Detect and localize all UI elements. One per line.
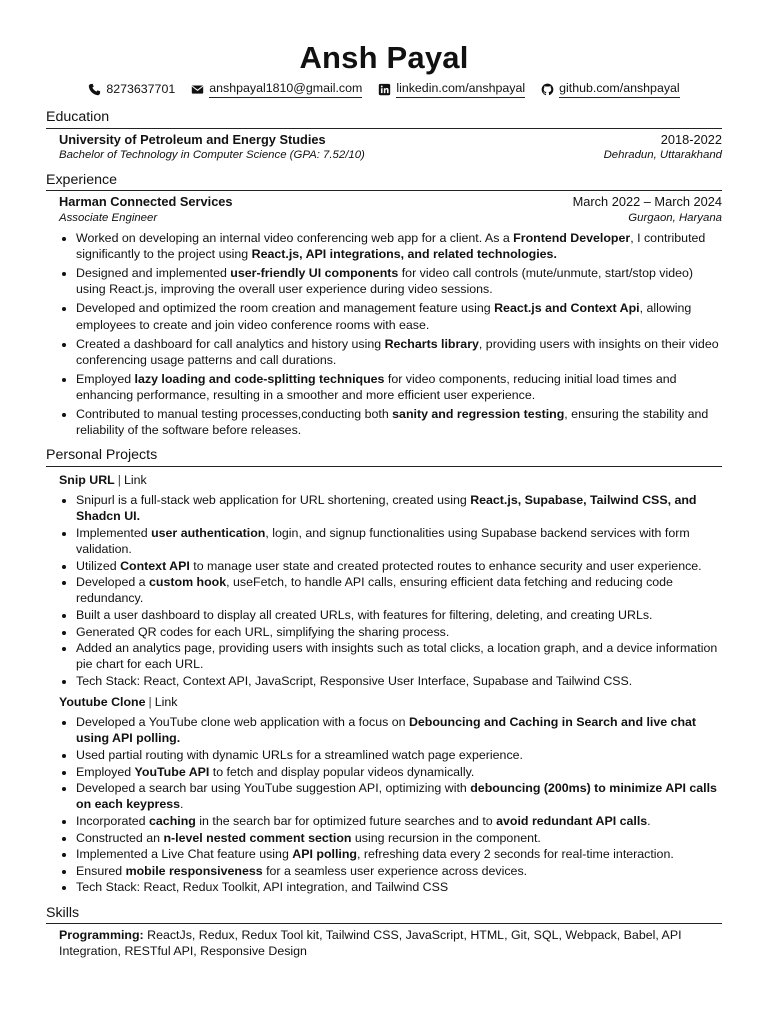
bullet-item	[76, 265, 722, 297]
bullet-text: .	[647, 813, 651, 828]
projects-heading: Personal Projects	[46, 446, 722, 466]
bullet-text: Employed	[76, 764, 135, 779]
bullet-text: for video call controls (mute/unmute, start/stop video) using React.js, improving the overall user experience during video sessions.	[76, 266, 694, 297]
bullet-item	[76, 607, 722, 623]
project-separator: |	[117, 472, 121, 487]
bullet-text: Worked on developing an internal video conferencing web app for a client. As a	[76, 230, 514, 245]
project-header-snip-url	[46, 472, 722, 488]
linkedin-icon	[378, 83, 391, 96]
project-link[interactable]: Link	[123, 472, 147, 487]
bullet-item	[76, 525, 722, 557]
bullet-emphasis: React.js and Context Api	[494, 301, 640, 316]
experience-bullets	[46, 230, 722, 439]
bullet-emphasis: Debouncing and Caching in Search and live chat using API polling.	[76, 715, 697, 746]
bullet-item	[76, 406, 722, 438]
bullet-item	[76, 780, 722, 812]
bullet-text: , login, and signup functionalities using Supabase backend services with form validation.	[76, 525, 690, 556]
phone-number: 8273637701	[106, 81, 176, 96]
bullet-item	[76, 624, 722, 640]
bullet-item	[76, 558, 722, 574]
bullet-emphasis: custom hook	[149, 575, 227, 590]
bullet-text: Implemented	[76, 525, 152, 540]
skills-heading: Skills	[46, 904, 722, 924]
bullet-text: Incorporated	[76, 813, 150, 828]
job-role: Associate Engineer	[59, 212, 158, 225]
bullet-emphasis: mobile responsiveness	[125, 863, 263, 878]
phone-contact[interactable]	[88, 81, 175, 98]
skills-label: Programming:	[59, 927, 144, 942]
bullet-item	[76, 764, 722, 780]
github-link: github.com/anshpayal	[559, 80, 680, 98]
bullet-text: , refreshing data every 2 seconds for real-time interaction.	[356, 847, 674, 862]
bullet-emphasis: n-level nested comment section	[163, 830, 352, 845]
bullet-item	[76, 574, 722, 606]
bullet-text: Developed a	[76, 575, 150, 590]
github-icon	[541, 83, 554, 96]
project-header-youtube-clone	[46, 694, 722, 710]
bullet-text: Implemented a Live Chat feature using	[76, 847, 293, 862]
experience-heading: Experience	[46, 171, 722, 191]
bullet-item	[76, 830, 722, 846]
bullet-emphasis: avoid redundant API calls	[496, 813, 648, 828]
project-bullets-snip-url	[46, 492, 722, 689]
bullet-emphasis: React.js, Supabase, Tailwind CSS, and Shadcn UI.	[76, 493, 697, 524]
bullet-emphasis: React.js, API integrations, and related technologies.	[251, 247, 557, 262]
bullet-text: Utilized	[76, 558, 121, 573]
phone-icon	[88, 83, 101, 96]
bullet-text: Developed and optimized the room creation and management feature using	[76, 301, 495, 316]
bullet-emphasis: caching	[149, 813, 196, 828]
project-bullets-youtube-clone	[46, 714, 722, 895]
bullet-text: , ensuring the stability and reliability of the software before releases.	[76, 407, 709, 438]
bullet-emphasis: debouncing (200ms) to minimize API calls on each keypress	[76, 781, 717, 812]
education-location: Dehradun, Uttarakhand	[603, 149, 722, 162]
skills-text: ReactJs, Redux, Redux Tool kit, Tailwind CSS, JavaScript, HTML, Git, SQL, Webpack, Babel, API Integration, RESTful API, Responsive Design	[59, 927, 682, 959]
bullet-emphasis: user-friendly UI components	[230, 266, 399, 281]
bullet-item	[76, 714, 722, 746]
bullet-item	[76, 640, 722, 672]
project-name: Youtube Clone	[59, 695, 146, 710]
education-entry	[46, 132, 722, 163]
bullet-item	[76, 747, 722, 763]
bullet-text: Developed a YouTube clone web application with a focus on	[76, 715, 409, 730]
bullet-text: Added an analytics page, providing users with insights such as total clicks, a location graph, and a device information pie chart for each URL.	[76, 641, 718, 672]
skills-line	[46, 927, 722, 959]
project-name: Snip URL	[59, 472, 115, 487]
bullet-text: Tech Stack: React, Redux Toolkit, API integration, and Tailwind CSS	[76, 880, 449, 895]
bullet-text: to manage user state and created protected routes to enhance security and user experience.	[189, 558, 702, 573]
bullet-text: in the search bar for optimized future searches and to	[195, 813, 497, 828]
bullet-text: Used partial routing with dynamic URLs for a streamlined watch page experience.	[76, 747, 523, 762]
bullet-item	[76, 846, 722, 862]
bullet-emphasis: Frontend Developer	[513, 230, 631, 245]
bullet-item	[76, 863, 722, 879]
education-heading: Education	[46, 108, 722, 128]
bullet-text: , useFetch, to handle API calls, ensuring efficient data fetching and reducing code redundancy.	[76, 575, 673, 606]
bullet-emphasis: YouTube API	[134, 764, 210, 779]
bullet-item	[76, 673, 722, 689]
bullet-emphasis: sanity and regression testing	[392, 407, 565, 422]
bullet-text: Snipurl is a full-stack web application for URL shortening, created using	[76, 493, 471, 508]
bullet-text: Tech Stack: React, Context API, JavaScript, Responsive User Interface, Supabase and Tailwind CSS.	[76, 673, 633, 688]
bullet-emphasis: API polling	[292, 847, 357, 862]
experience-dates: March 2022 – March 2024	[572, 194, 722, 210]
contact-bar	[46, 80, 722, 98]
bullet-emphasis: Recharts library	[384, 336, 479, 351]
company-name: Harman Connected Services	[59, 194, 233, 210]
bullet-text: Employed	[76, 371, 135, 386]
github-contact[interactable]	[541, 80, 680, 98]
bullet-text: for video components, reducing initial load times and enhancing performance, resulting in a smoother and more efficient user experience.	[76, 371, 677, 403]
bullet-text: , allowing employees to create and join video conference rooms with ease.	[76, 301, 692, 332]
experience-location: Gurgaon, Haryana	[628, 212, 722, 225]
bullet-emphasis: Context API	[120, 558, 190, 573]
email-link: anshpayal1810@gmail.com	[209, 80, 362, 98]
bullet-text: Built a user dashboard to display all created URLs, with features for filtering, deleting, and creating URLs.	[76, 607, 653, 622]
bullet-text: Created a dashboard for call analytics and history using	[76, 336, 385, 351]
candidate-name: Ansh Payal	[299, 40, 469, 75]
bullet-item	[76, 336, 722, 368]
degree-text: Bachelor of Technology in Computer Science (GPA: 7.52/10)	[59, 149, 365, 162]
linkedin-link: linkedin.com/anshpayal	[396, 80, 525, 98]
email-contact[interactable]	[191, 80, 362, 98]
bullet-text: using recursion in the component.	[351, 830, 541, 845]
bullet-text: Ensured	[76, 863, 126, 878]
bullet-text: , providing users with insights on their video conferencing usage patterns and call durations.	[76, 336, 719, 367]
bullet-item	[76, 492, 722, 524]
bullet-item	[76, 813, 722, 829]
bullet-text: Contributed to manual testing processes,conducting both	[76, 407, 393, 422]
bullet-text: to fetch and display popular videos dynamically.	[209, 764, 475, 779]
bullet-item	[76, 371, 722, 403]
bullet-text: .	[180, 797, 184, 812]
project-link[interactable]: Link	[154, 695, 178, 710]
bullet-text: Designed and implemented	[76, 266, 231, 281]
envelope-icon	[191, 83, 204, 96]
experience-entry	[46, 194, 722, 225]
bullet-emphasis: user authentication	[151, 525, 266, 540]
bullet-text: , I contributed significantly to the project using	[76, 230, 706, 262]
project-separator: |	[148, 695, 152, 710]
bullet-emphasis: lazy loading and code-splitting techniques	[134, 371, 385, 386]
institution-name: University of Petroleum and Energy Studies	[59, 131, 326, 147]
bullet-item	[76, 879, 722, 895]
bullet-text: Constructed an	[76, 830, 164, 845]
bullet-text: Generated QR codes for each URL, simplifying the sharing process.	[76, 624, 450, 639]
education-dates: 2018-2022	[660, 131, 722, 147]
bullet-item	[76, 300, 722, 332]
bullet-text: Developed a search bar using YouTube suggestion API, optimizing with	[76, 781, 471, 796]
bullet-text: for a seamless user experience across devices.	[262, 863, 528, 878]
bullet-item	[76, 230, 722, 262]
linkedin-contact[interactable]	[378, 80, 525, 98]
